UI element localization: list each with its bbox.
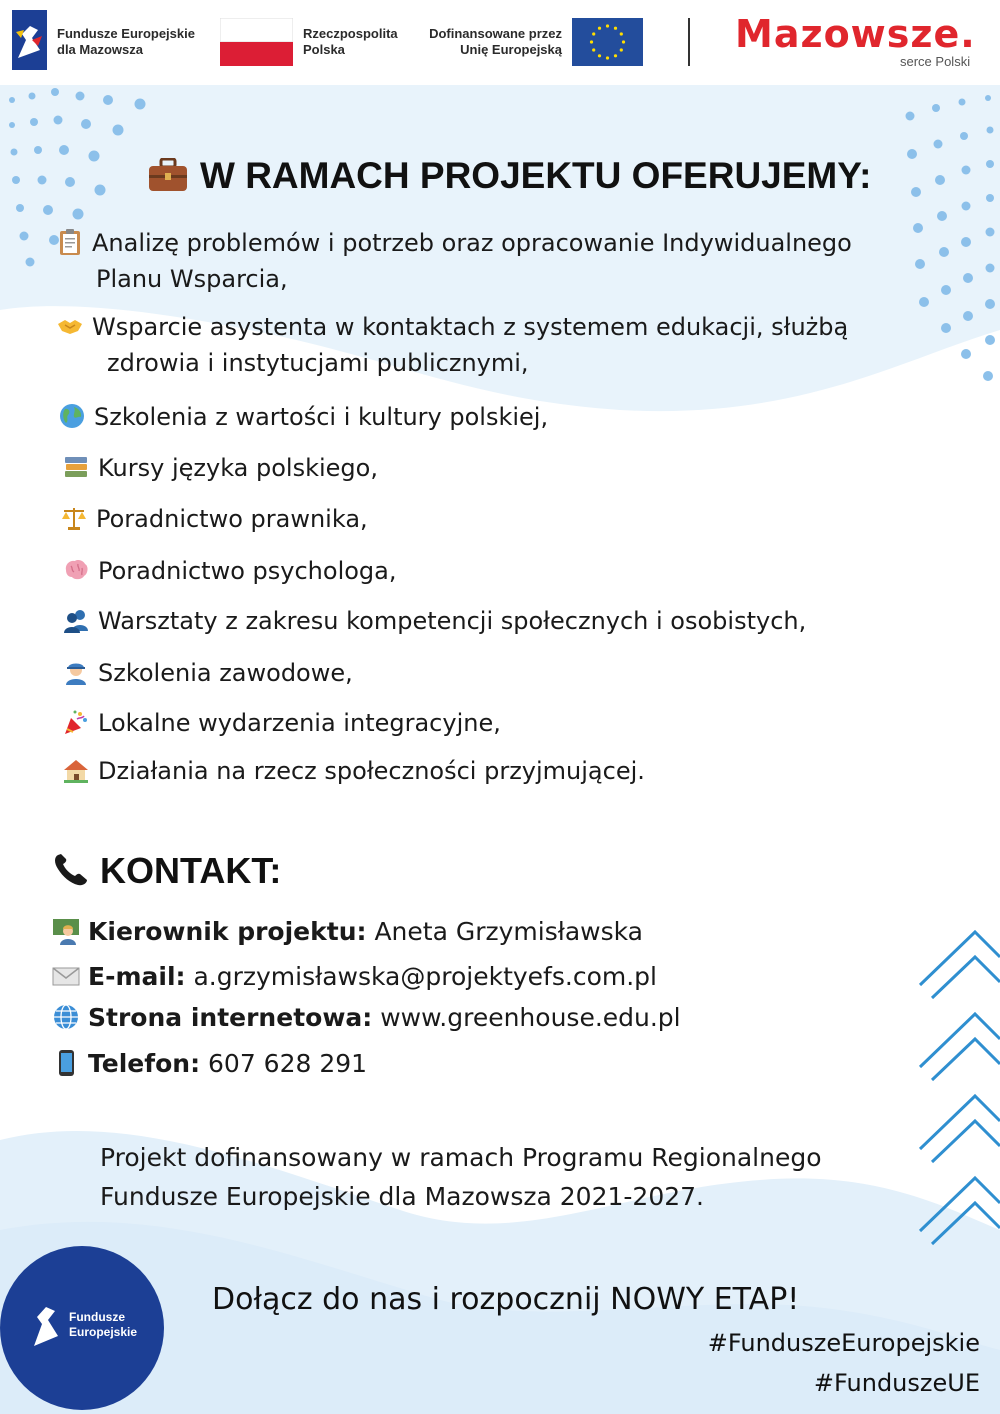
- offer-item-text-6: Poradnictwo psychologa,: [98, 557, 397, 585]
- offer-item-text-7: Warsztaty z zakresu kompetencji społecznych i osobistych,: [98, 607, 807, 635]
- contact-label-manager: Kierownik projektu:: [88, 917, 367, 946]
- eu-logo-text: [422, 26, 562, 58]
- contact-heading: [52, 850, 281, 892]
- rp-logo-line1: Rzeczpospolita: [303, 26, 398, 41]
- funding-line2: Fundusze Europejskie dla Mazowsza 2021-2027.: [100, 1182, 704, 1211]
- rp-logo-line2: Polska: [303, 42, 345, 57]
- clipboard-icon: [56, 228, 84, 256]
- offer-item: [62, 655, 353, 691]
- fe-logo-line2: dla Mazowsza: [57, 42, 143, 57]
- scales-icon: [60, 504, 88, 532]
- offer-item-text-4: Kursy języka polskiego,: [98, 454, 378, 482]
- eu-flag-icon: [572, 18, 643, 66]
- teacher-icon: [52, 917, 80, 945]
- chevron-up-icon-group: [920, 932, 1000, 1244]
- contact-row-website: [52, 1000, 681, 1036]
- fe-logo-line1: Fundusze Europejskie: [57, 26, 195, 41]
- offer-item-text-8: Szkolenia zawodowe,: [98, 659, 353, 687]
- fe-logo-icon: [12, 10, 47, 70]
- contact-heading-text: KONTAKT:: [100, 850, 282, 891]
- hashtag: #FunduszeUE: [813, 1369, 980, 1397]
- offer-item-text-3: Szkolenia z wartości i kultury polskiej,: [94, 403, 549, 431]
- fe-badge-line2: Europejskie: [69, 1325, 138, 1339]
- books-icon: [62, 453, 90, 481]
- contact-row-email: [52, 959, 657, 995]
- offer-item: [60, 501, 368, 537]
- contact-value-manager: Aneta Grzymisławska: [374, 917, 643, 946]
- worker-icon: [62, 658, 90, 686]
- eu-logo-line1: Dofinansowane przez: [429, 26, 562, 41]
- envelope-icon: [52, 962, 80, 990]
- house-icon: [62, 756, 90, 784]
- email-link[interactable]: a.grzymisławska@projektyefs.com.pl: [193, 962, 657, 991]
- offer-item: [62, 603, 806, 639]
- mazowsze-logo: Mazowsze.: [735, 12, 976, 56]
- contact-label-phone: Telefon:: [88, 1049, 201, 1078]
- web-globe-icon: [52, 1003, 80, 1031]
- eu-logo-line2: Unię Europejską: [460, 42, 562, 57]
- fe-badge-line1: Fundusze: [69, 1310, 125, 1324]
- join-slogan: Dołącz do nas i rozpocznij NOWY ETAP!: [212, 1282, 800, 1317]
- contact-row-phone: [52, 1046, 367, 1082]
- contact-label-email: E-mail:: [88, 962, 186, 991]
- offer-heading-text: W RAMACH PROJEKTU OFERUJEMY:: [200, 155, 872, 196]
- offer-item: [56, 225, 852, 297]
- offer-heading: [148, 155, 872, 197]
- offer-item-text-5: Poradnictwo prawnika,: [96, 505, 368, 533]
- party-popper-icon: [62, 708, 90, 736]
- offer-item: [56, 309, 848, 381]
- people-icon: [62, 606, 90, 634]
- offer-item: [58, 399, 548, 435]
- offer-item-text-1b: Planu Wsparcia,: [96, 265, 288, 293]
- offer-item: [62, 450, 378, 486]
- mazowsze-tagline: serce Polski: [900, 54, 971, 69]
- mobile-phone-icon: [52, 1049, 80, 1077]
- offer-item-text-1: Analizę problemów i potrzeb oraz opracowanie Indywidualnego: [92, 229, 852, 257]
- offer-item: [62, 753, 645, 789]
- contact-label-website: Strona internetowa:: [88, 1003, 373, 1032]
- phone-number[interactable]: 607 628 291: [208, 1049, 368, 1078]
- polish-flag-icon: [220, 18, 293, 66]
- phone-icon: [52, 853, 90, 887]
- hashtags: [692, 1323, 980, 1403]
- rp-logo-text: [303, 26, 398, 58]
- logo-bar: [0, 0, 1000, 85]
- fe-badge-text: [69, 1310, 137, 1340]
- contact-row-manager: [52, 914, 643, 950]
- briefcase-icon: [148, 158, 188, 192]
- funding-note: [100, 1138, 822, 1216]
- fe-logo-text: [57, 26, 195, 58]
- brain-icon: [62, 556, 90, 584]
- funding-line1: Projekt dofinansowany w ramach Programu Regionalnego: [100, 1143, 822, 1172]
- offer-item-text-2b: zdrowia i instytucjami publicznymi,: [107, 349, 529, 377]
- offer-item-text-2: Wsparcie asystenta w kontaktach z systemem edukacji, służbą: [92, 313, 849, 341]
- website-link[interactable]: www.greenhouse.edu.pl: [380, 1003, 681, 1032]
- handshake-icon: [56, 312, 84, 340]
- offer-item-text-9: Lokalne wydarzenia integracyjne,: [98, 709, 501, 737]
- offer-item: [62, 705, 501, 741]
- hashtag: #FunduszeEuropejskie: [707, 1329, 980, 1357]
- logo-divider: [688, 18, 690, 66]
- offer-item-text-10: Działania na rzecz społeczności przyjmującej.: [98, 757, 645, 785]
- offer-item: [62, 553, 397, 589]
- globe-icon: [58, 402, 86, 430]
